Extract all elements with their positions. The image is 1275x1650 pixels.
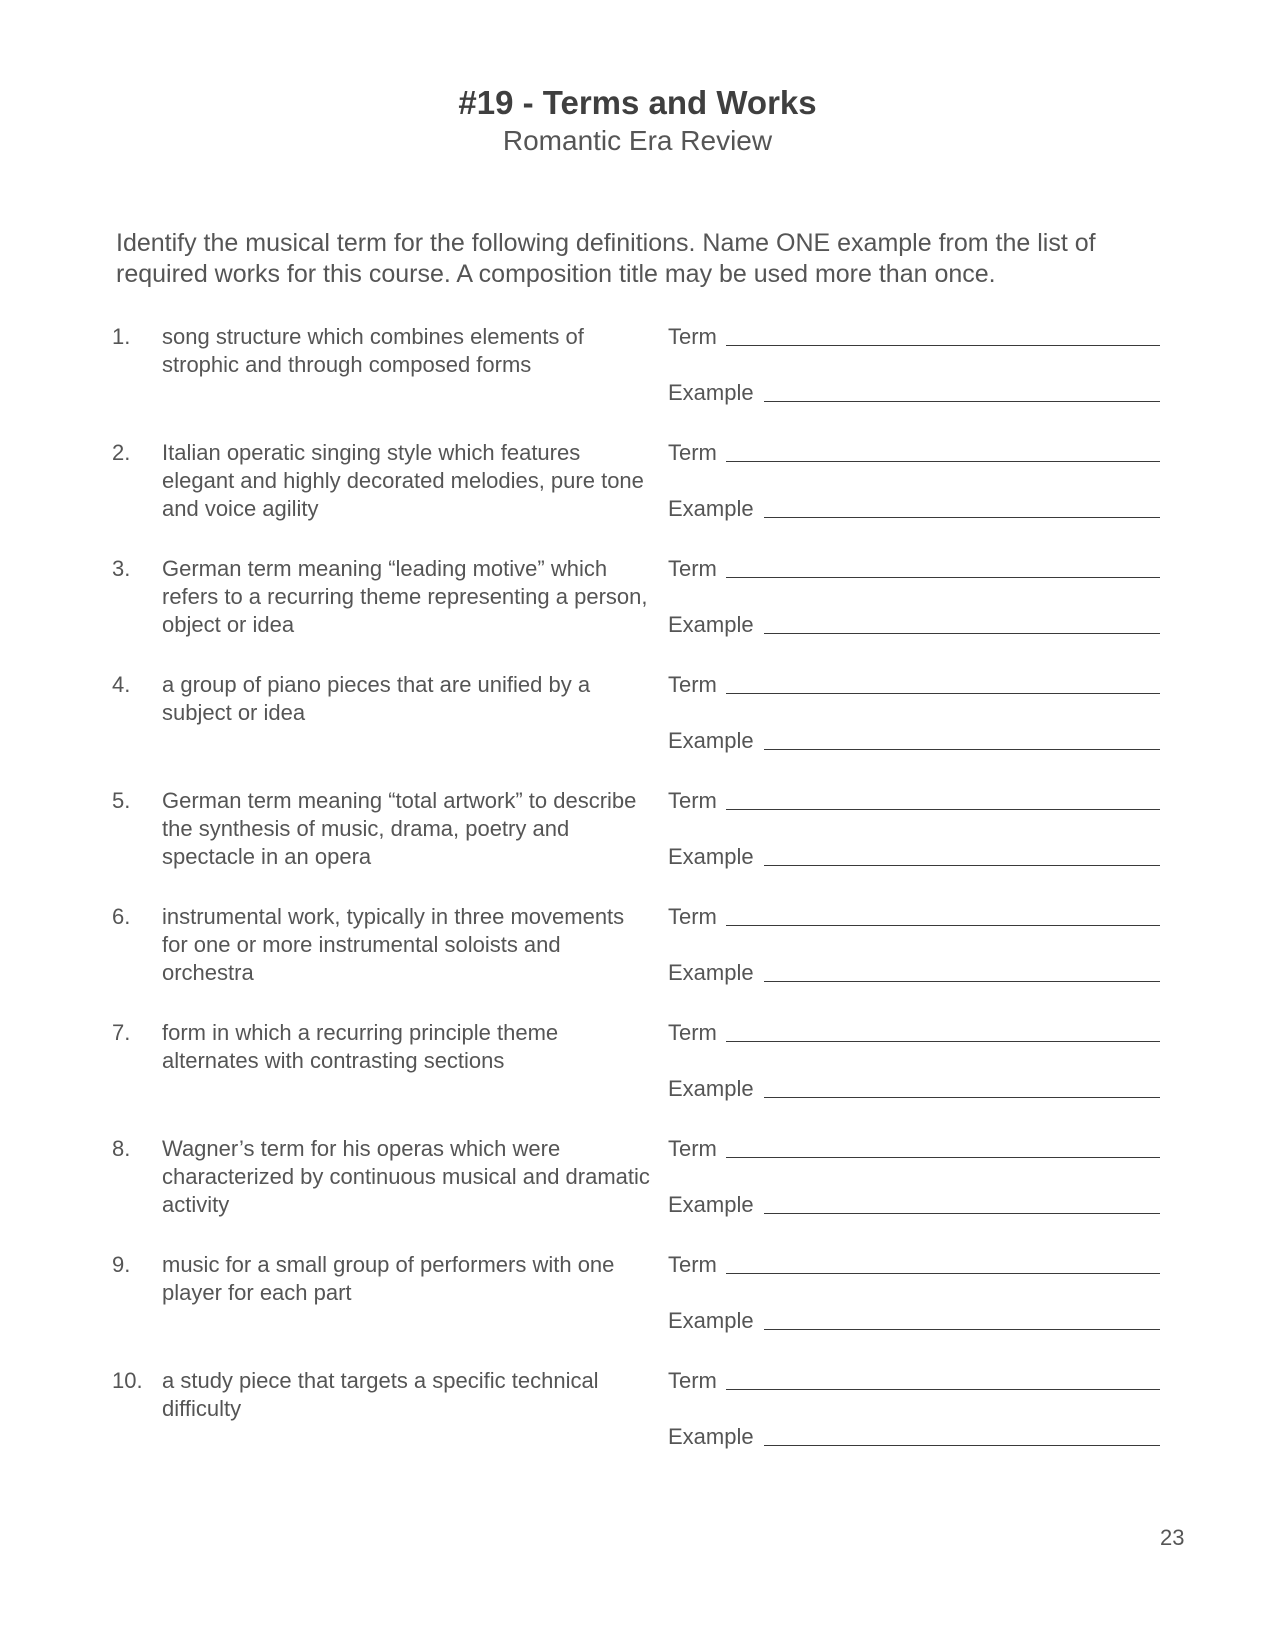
- example-label: Example: [668, 844, 754, 869]
- term-label: Term: [668, 1368, 717, 1393]
- example-label: Example: [668, 960, 754, 985]
- page-subtitle: Romantic Era Review: [502, 125, 773, 156]
- example-answer-line[interactable]: [764, 1213, 1160, 1214]
- example-answer-line[interactable]: [764, 1329, 1160, 1330]
- term-answer-line[interactable]: [726, 693, 1160, 694]
- question-number: 1.: [112, 324, 131, 349]
- example-answer-line[interactable]: [764, 1445, 1160, 1446]
- example-answer-line[interactable]: [764, 401, 1160, 402]
- example-answer-line[interactable]: [764, 633, 1160, 634]
- example-label: Example: [668, 1192, 754, 1217]
- question-definition: song structure which combines elements of strophic and through composed forms: [162, 324, 584, 377]
- question-number: 2.: [112, 440, 131, 465]
- term-label: Term: [668, 1020, 717, 1045]
- term-answer-line[interactable]: [726, 1041, 1160, 1042]
- term-answer-line[interactable]: [726, 577, 1160, 578]
- question-item: [0, 671, 1275, 781]
- example-label: Example: [668, 728, 754, 753]
- question-item: [0, 787, 1275, 897]
- term-answer-line[interactable]: [726, 1389, 1160, 1390]
- example-label: Example: [668, 380, 754, 405]
- term-answer-line[interactable]: [726, 345, 1160, 346]
- example-label: Example: [668, 496, 754, 521]
- question-definition: a group of piano pieces that are unified by a subject or idea: [162, 672, 591, 725]
- example-answer-line[interactable]: [764, 749, 1160, 750]
- question-definition: German term meaning “leading motive” which refers to a recurring theme representing a person, object or idea: [162, 556, 648, 637]
- term-label: Term: [668, 1252, 717, 1277]
- question-number: 3.: [112, 556, 131, 581]
- question-item: [0, 1251, 1275, 1361]
- question-number: 8.: [112, 1136, 131, 1161]
- question-number: 6.: [112, 904, 131, 929]
- question-item: [0, 439, 1275, 549]
- question-definition: form in which a recurring principle theme alternates with contrasting sections: [162, 1020, 559, 1073]
- question-item: [0, 903, 1275, 1013]
- term-label: Term: [668, 672, 717, 697]
- question-number: 7.: [112, 1020, 131, 1045]
- term-answer-line[interactable]: [726, 461, 1160, 462]
- example-answer-line[interactable]: [764, 865, 1160, 866]
- question-item: [0, 1367, 1275, 1477]
- instructions: Identify the musical term for the following definitions. Name ONE example from the list of required works for this course. A composition title may be used more than once.: [116, 229, 1096, 288]
- example-label: Example: [668, 1308, 754, 1333]
- term-label: Term: [668, 904, 717, 929]
- question-number: 4.: [112, 672, 131, 697]
- term-answer-line[interactable]: [726, 1157, 1160, 1158]
- example-answer-line[interactable]: [764, 1097, 1160, 1098]
- term-answer-line[interactable]: [726, 925, 1160, 926]
- question-definition: a study piece that targets a specific technical difficulty: [162, 1368, 599, 1421]
- term-label: Term: [668, 1136, 717, 1161]
- question-number: 10.: [112, 1368, 143, 1393]
- question-definition: German term meaning “total artwork” to describe the synthesis of music, drama, poetry and spectacle in an opera: [162, 788, 637, 869]
- example-label: Example: [668, 612, 754, 637]
- question-definition: Italian operatic singing style which features elegant and highly decorated melodies, pure tone and voice agility: [162, 440, 644, 521]
- term-label: Term: [668, 788, 717, 813]
- question-item: [0, 555, 1275, 665]
- page-title: #19 - Terms and Works: [458, 84, 817, 121]
- question-item: [0, 323, 1275, 433]
- example-label: Example: [668, 1424, 754, 1449]
- term-answer-line[interactable]: [726, 809, 1160, 810]
- question-item: [0, 1019, 1275, 1129]
- question-number: 5.: [112, 788, 131, 813]
- term-answer-line[interactable]: [726, 1273, 1160, 1274]
- question-number: 9.: [112, 1252, 131, 1277]
- example-answer-line[interactable]: [764, 517, 1160, 518]
- question-definition: music for a small group of performers with one player for each part: [162, 1252, 615, 1305]
- example-label: Example: [668, 1076, 754, 1101]
- page-number: 23: [1160, 1525, 1185, 1550]
- example-answer-line[interactable]: [764, 981, 1160, 982]
- question-definition: instrumental work, typically in three movements for one or more instrumental soloists and orchestra: [162, 904, 625, 985]
- term-label: Term: [668, 556, 717, 581]
- question-item: [0, 1135, 1275, 1245]
- term-label: Term: [668, 324, 717, 349]
- question-definition: Wagner’s term for his operas which were characterized by continuous musical and dramatic activity: [162, 1136, 650, 1217]
- term-label: Term: [668, 440, 717, 465]
